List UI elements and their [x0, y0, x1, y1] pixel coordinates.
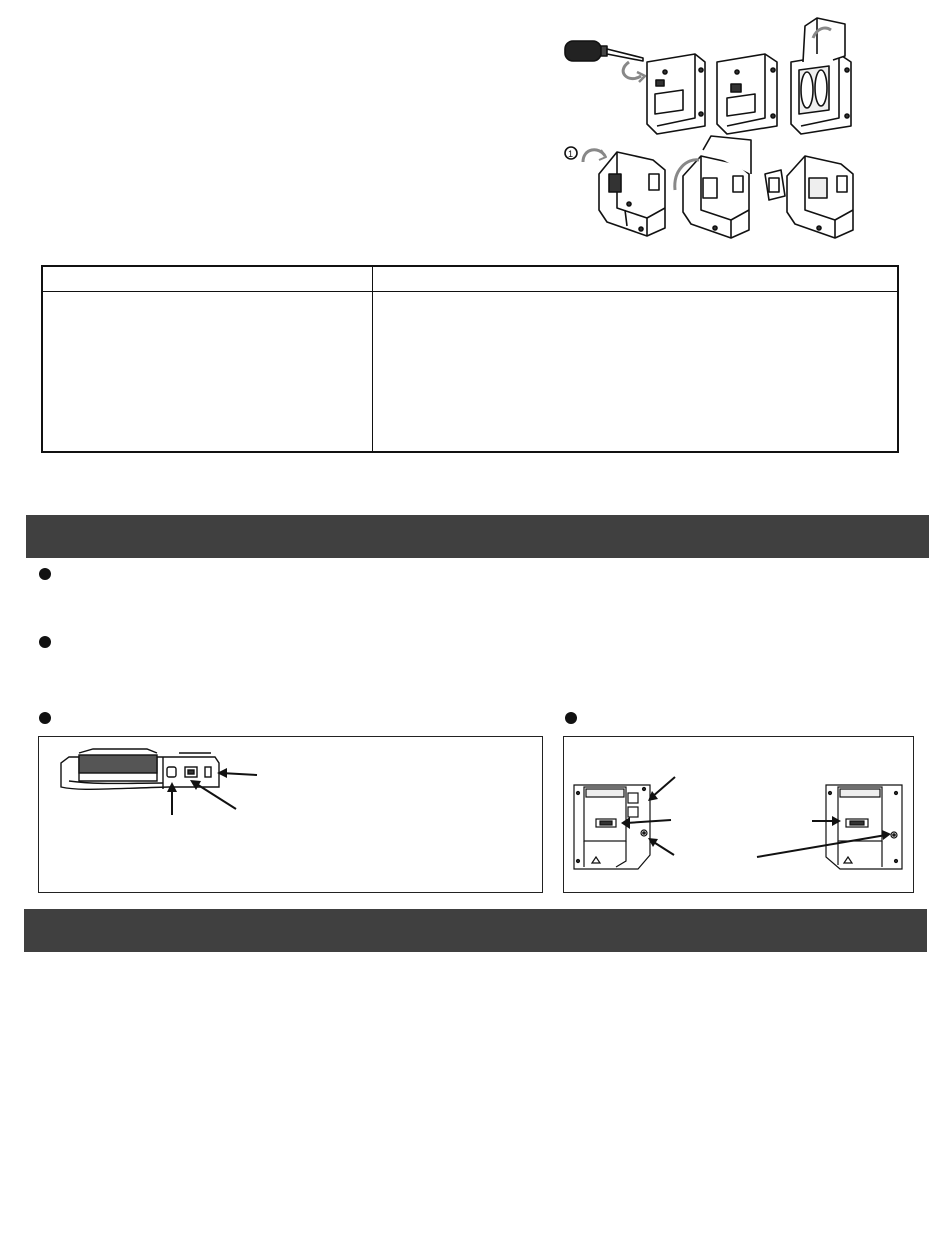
step-marker-label: 1: [568, 149, 574, 159]
spec-table: [41, 265, 899, 453]
section-header-bar-1: [26, 515, 929, 558]
device-step4: [599, 152, 665, 236]
table-header-row: [43, 267, 897, 292]
side-view-diagram: [39, 737, 544, 894]
rear-view-diagram: [564, 737, 915, 894]
bullet-icon: [565, 712, 577, 724]
device-step3: [791, 18, 851, 134]
screwdriver-icon: [565, 41, 643, 61]
device-back-right: [826, 785, 902, 869]
battery-module: [765, 170, 785, 200]
device-step6: [765, 156, 853, 238]
bullet-icon: [39, 568, 51, 580]
installation-steps-illustration: [555, 14, 875, 246]
device-back-left: [574, 785, 650, 869]
rear-view-panel: [563, 736, 914, 893]
device-step1: [647, 54, 705, 134]
bullet-icon: [39, 712, 51, 724]
rotate-arrow-icon: [623, 62, 641, 79]
bullet-icon: [39, 636, 51, 648]
cover-lifted: [803, 18, 845, 62]
device-step5: [675, 136, 751, 238]
device-step2: [717, 54, 777, 134]
table-column-divider: [372, 267, 373, 451]
callout-arrow: [652, 777, 675, 797]
section-header-bar-2: [24, 909, 927, 952]
side-view-panel: [38, 736, 543, 893]
